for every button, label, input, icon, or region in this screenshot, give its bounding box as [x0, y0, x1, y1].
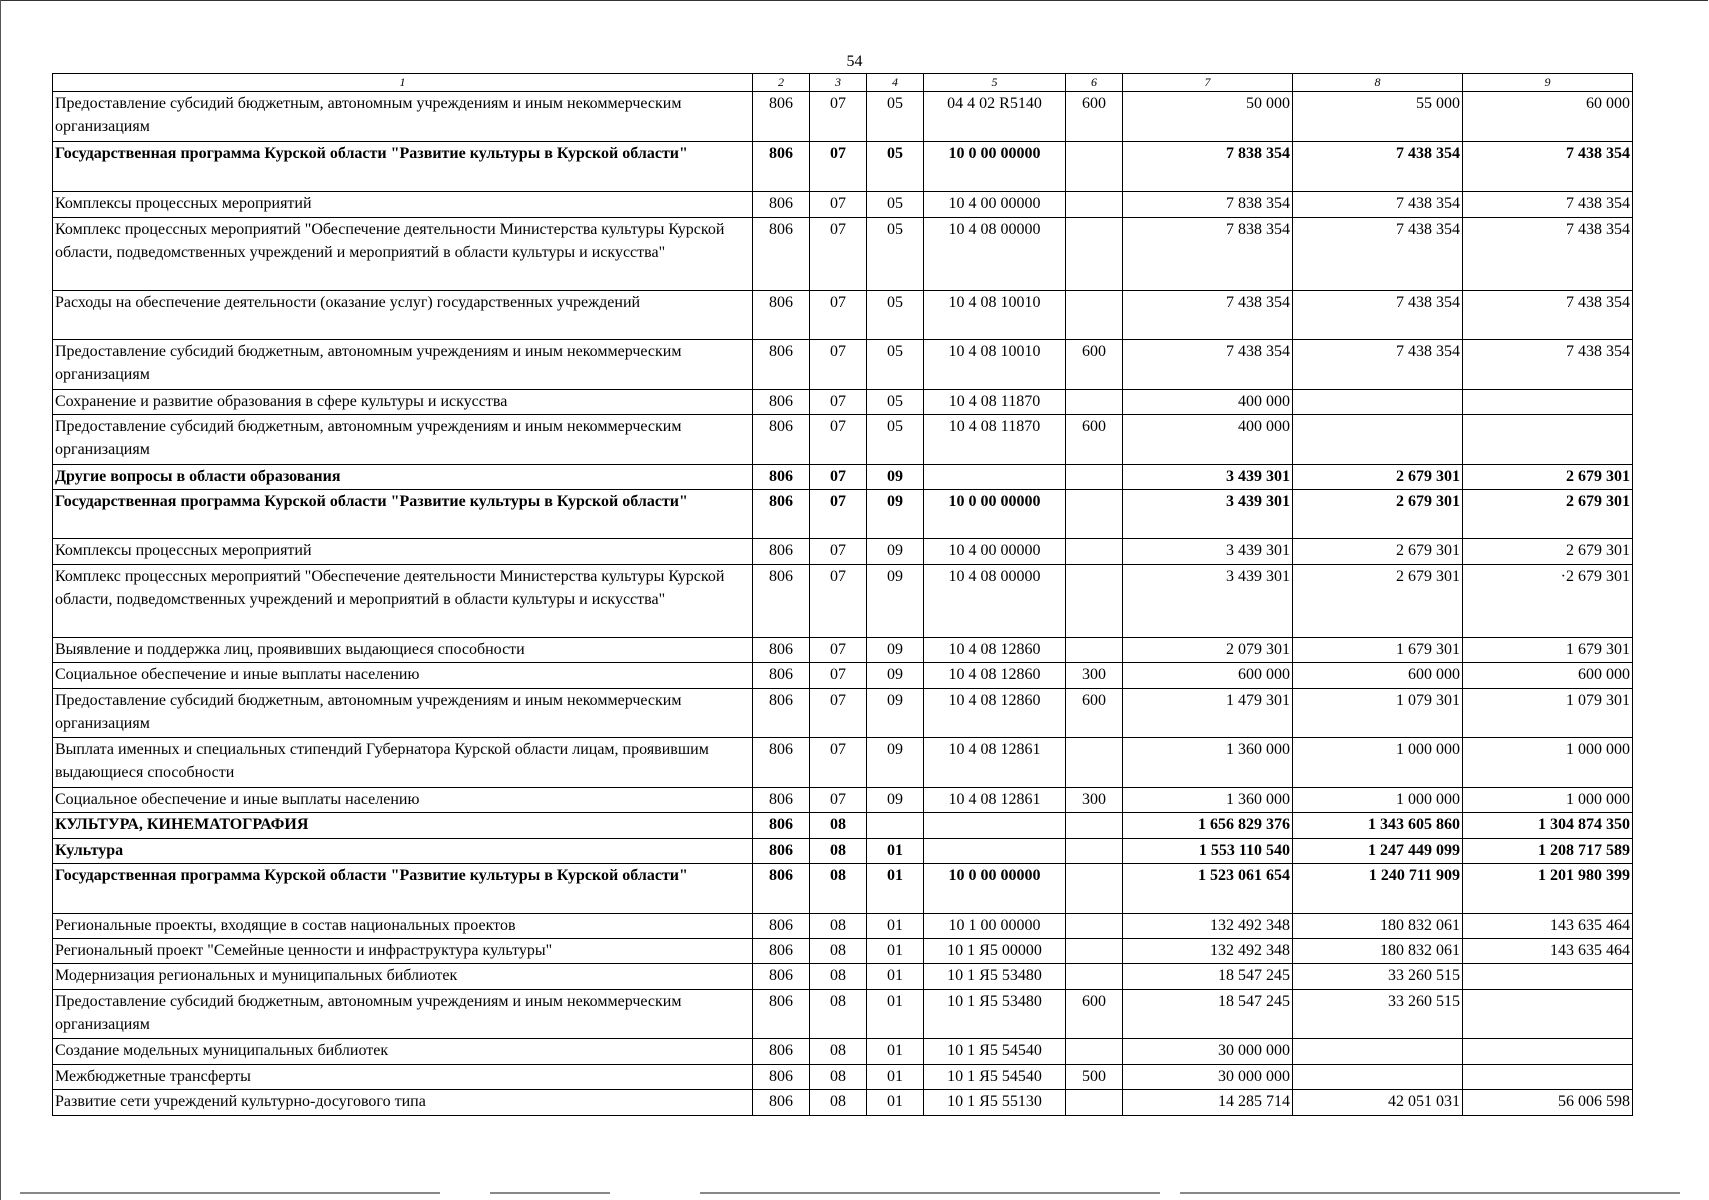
cell-amount-year1: 18 547 245 [1123, 964, 1293, 990]
cell-name: Комплекс процессных мероприятий "Обеспечение деятельности Министерства культуры Курской области, подведомственных учреждений и мероприятий в области культуры и искусства" [53, 218, 753, 291]
cell-amount-year3: 7 438 354 [1463, 291, 1633, 340]
cell-amount-year3: 7 438 354 [1463, 192, 1633, 218]
cell-amount-year3: 1 208 717 589 [1463, 839, 1633, 864]
cell-name: Региональные проекты, входящие в состав национальных проектов [53, 914, 753, 939]
cell-amount-year3 [1463, 990, 1633, 1039]
cell-code-section: 07 [810, 218, 867, 291]
cell-code-subsection: 01 [867, 990, 924, 1039]
table-row [53, 663, 1633, 689]
cell-amount-year1: 400 000 [1123, 415, 1293, 465]
cell-code-section: 07 [810, 565, 867, 638]
cell-code-ministry: 806 [753, 565, 810, 638]
cell-code-subsection: 05 [867, 291, 924, 340]
cell-code-ministry: 806 [753, 92, 810, 142]
cell-amount-year3 [1463, 1039, 1633, 1065]
cell-code-target: 10 4 08 12861 [924, 788, 1066, 813]
cell-name: Выплата именных и специальных стипендий Губернатора Курской области лицам, проявившим выдающиеся способности [53, 738, 753, 788]
cell-code-expense-type [1066, 390, 1123, 415]
cell-amount-year3: 60 000 [1463, 92, 1633, 142]
cell-code-target: 10 4 08 12860 [924, 689, 1066, 738]
cell-code-subsection: 09 [867, 539, 924, 565]
cell-code-ministry: 806 [753, 864, 810, 914]
cell-amount-year3: 600 000 [1463, 663, 1633, 689]
cell-amount-year2: 2 679 301 [1293, 539, 1463, 565]
cell-code-target: 10 4 08 12860 [924, 663, 1066, 689]
cell-amount-year2: 2 679 301 [1293, 565, 1463, 638]
cell-amount-year3: 143 635 464 [1463, 914, 1633, 939]
cell-code-ministry: 806 [753, 914, 810, 939]
cell-amount-year1: 7 438 354 [1123, 291, 1293, 340]
cell-amount-year2: 1 247 449 099 [1293, 839, 1463, 864]
cell-code-expense-type: 600 [1066, 415, 1123, 465]
header-cell: 9 [1463, 74, 1633, 92]
cell-amount-year2 [1293, 1065, 1463, 1090]
cell-code-section: 07 [810, 490, 867, 539]
cell-code-ministry: 806 [753, 465, 810, 490]
table-row [53, 218, 1633, 291]
cell-code-expense-type [1066, 192, 1123, 218]
cell-code-ministry: 806 [753, 689, 810, 738]
cell-amount-year1: 132 492 348 [1123, 939, 1293, 964]
cell-amount-year1: 1 656 829 376 [1123, 813, 1293, 839]
cell-code-expense-type [1066, 1090, 1123, 1116]
cell-amount-year1: 3 439 301 [1123, 565, 1293, 638]
header-row [53, 74, 1633, 92]
cell-code-ministry: 806 [753, 638, 810, 663]
cell-amount-year1: 132 492 348 [1123, 914, 1293, 939]
cell-code-subsection: 01 [867, 1039, 924, 1065]
cell-code-target: 10 4 00 00000 [924, 539, 1066, 565]
table-row [53, 192, 1633, 218]
cell-code-ministry: 806 [753, 218, 810, 291]
cell-amount-year3: 56 006 598 [1463, 1090, 1633, 1116]
cell-code-target: 10 4 08 12860 [924, 638, 1066, 663]
cell-code-target: 10 1 Я5 00000 [924, 939, 1066, 964]
cell-code-subsection: 09 [867, 465, 924, 490]
header-cell: 8 [1293, 74, 1463, 92]
table-row [53, 92, 1633, 142]
cell-amount-year2: 1 000 000 [1293, 738, 1463, 788]
cell-amount-year3 [1463, 390, 1633, 415]
cell-code-target: 10 1 Я5 55130 [924, 1090, 1066, 1116]
cell-amount-year3 [1463, 1065, 1633, 1090]
cell-code-expense-type [1066, 864, 1123, 914]
table-row [53, 1090, 1633, 1116]
cell-amount-year2 [1293, 415, 1463, 465]
table-row [53, 142, 1633, 192]
cell-code-section: 07 [810, 340, 867, 390]
cell-code-expense-type [1066, 218, 1123, 291]
cell-code-target: 10 4 08 11870 [924, 390, 1066, 415]
cell-code-target: 10 0 00 00000 [924, 490, 1066, 539]
cell-code-target [924, 839, 1066, 864]
cell-name: КУЛЬТУРА, КИНЕМАТОГРАФИЯ [53, 813, 753, 839]
cell-code-ministry: 806 [753, 663, 810, 689]
cell-amount-year1: 18 547 245 [1123, 990, 1293, 1039]
cell-amount-year3: 1 000 000 [1463, 738, 1633, 788]
cell-name: Социальное обеспечение и иные выплаты населению [53, 788, 753, 813]
cell-amount-year1: 7 438 354 [1123, 340, 1293, 390]
cell-amount-year2: 42 051 031 [1293, 1090, 1463, 1116]
cell-amount-year2: 1 000 000 [1293, 788, 1463, 813]
cell-code-section: 08 [810, 914, 867, 939]
cell-code-expense-type [1066, 939, 1123, 964]
cell-amount-year2: 33 260 515 [1293, 964, 1463, 990]
cell-amount-year2: 1 240 711 909 [1293, 864, 1463, 914]
cell-code-target: 10 1 Я5 54540 [924, 1039, 1066, 1065]
cell-code-section: 08 [810, 964, 867, 990]
cell-amount-year2: 7 438 354 [1293, 192, 1463, 218]
cell-code-subsection: 05 [867, 415, 924, 465]
cell-name: Региональный проект "Семейные ценности и инфраструктура культуры" [53, 939, 753, 964]
cell-code-subsection: 01 [867, 939, 924, 964]
table-row [53, 638, 1633, 663]
cell-amount-year2: 7 438 354 [1293, 291, 1463, 340]
cell-amount-year3: 1 304 874 350 [1463, 813, 1633, 839]
cell-code-subsection: 09 [867, 638, 924, 663]
cell-amount-year3: 2 679 301 [1463, 490, 1633, 539]
cell-code-expense-type: 600 [1066, 689, 1123, 738]
cell-code-expense-type [1066, 142, 1123, 192]
cell-name: Комплексы процессных мероприятий [53, 539, 753, 565]
cell-name: Государственная программа Курской области "Развитие культуры в Курской области" [53, 490, 753, 539]
cell-code-target: 10 0 00 00000 [924, 142, 1066, 192]
table-row [53, 914, 1633, 939]
cell-amount-year1: 3 439 301 [1123, 539, 1293, 565]
table-row [53, 490, 1633, 539]
cell-code-target: 10 4 08 10010 [924, 340, 1066, 390]
table-row [53, 291, 1633, 340]
cell-code-ministry: 806 [753, 415, 810, 465]
cell-amount-year2: 55 000 [1293, 92, 1463, 142]
cell-code-expense-type: 300 [1066, 788, 1123, 813]
cell-amount-year3: 2 679 301 [1463, 465, 1633, 490]
cell-code-subsection: 09 [867, 788, 924, 813]
cell-code-expense-type [1066, 738, 1123, 788]
cell-code-subsection: 05 [867, 218, 924, 291]
cell-name: Государственная программа Курской области "Развитие культуры в Курской области" [53, 142, 753, 192]
cell-code-target: 10 4 08 00000 [924, 565, 1066, 638]
table-row [53, 689, 1633, 738]
table-row [53, 939, 1633, 964]
cell-code-target: 10 1 Я5 53480 [924, 990, 1066, 1039]
header-cell: 3 [810, 74, 867, 92]
table-row [53, 1039, 1633, 1065]
cell-code-section: 07 [810, 539, 867, 565]
cell-code-section: 08 [810, 1090, 867, 1116]
cell-code-expense-type [1066, 638, 1123, 663]
cell-name: Предоставление субсидий бюджетным, автономным учреждениям и иным некоммерческим организациям [53, 415, 753, 465]
table-row [53, 990, 1633, 1039]
cell-amount-year1: 3 439 301 [1123, 465, 1293, 490]
cell-name: Комплекс процессных мероприятий "Обеспечение деятельности Министерства культуры Курской области, подведомственных учреждений и мероприятий в области культуры и искусства" [53, 565, 753, 638]
cell-code-expense-type [1066, 490, 1123, 539]
cell-amount-year1: 1 523 061 654 [1123, 864, 1293, 914]
cell-code-subsection: 09 [867, 565, 924, 638]
cell-amount-year2: 7 438 354 [1293, 340, 1463, 390]
cell-code-subsection: 09 [867, 663, 924, 689]
cell-code-expense-type [1066, 813, 1123, 839]
cell-code-expense-type [1066, 291, 1123, 340]
cell-code-subsection: 01 [867, 964, 924, 990]
cell-amount-year3: 7 438 354 [1463, 142, 1633, 192]
cell-code-target: 10 4 08 10010 [924, 291, 1066, 340]
cell-amount-year3: 7 438 354 [1463, 218, 1633, 291]
cell-amount-year1: 1 553 110 540 [1123, 839, 1293, 864]
cell-name: Социальное обеспечение и иные выплаты населению [53, 663, 753, 689]
cell-code-subsection [867, 813, 924, 839]
cell-code-ministry: 806 [753, 1039, 810, 1065]
cell-code-section: 07 [810, 689, 867, 738]
table-row [53, 1065, 1633, 1090]
cell-code-subsection: 05 [867, 390, 924, 415]
cell-code-ministry: 806 [753, 490, 810, 539]
cell-code-section: 07 [810, 390, 867, 415]
cell-amount-year3: 1 079 301 [1463, 689, 1633, 738]
cell-code-ministry: 806 [753, 142, 810, 192]
cell-code-subsection: 01 [867, 1065, 924, 1090]
cell-name: Модернизация региональных и муниципальных библиотек [53, 964, 753, 990]
cell-code-subsection: 05 [867, 192, 924, 218]
cell-amount-year3 [1463, 964, 1633, 990]
cell-code-ministry: 806 [753, 192, 810, 218]
cell-code-subsection: 09 [867, 689, 924, 738]
cell-code-ministry: 806 [753, 813, 810, 839]
cell-name: Комплексы процессных мероприятий [53, 192, 753, 218]
header-cell: 2 [753, 74, 810, 92]
cell-amount-year1: 7 838 354 [1123, 218, 1293, 291]
cell-code-subsection: 01 [867, 839, 924, 864]
cell-code-ministry: 806 [753, 990, 810, 1039]
cell-name: Предоставление субсидий бюджетным, автономным учреждениям и иным некоммерческим организациям [53, 340, 753, 390]
cell-amount-year2: 1 679 301 [1293, 638, 1463, 663]
cell-code-expense-type [1066, 1039, 1123, 1065]
cell-amount-year3: 1 000 000 [1463, 788, 1633, 813]
scan-edge-left [0, 0, 1, 1200]
cell-amount-year1: 1 360 000 [1123, 738, 1293, 788]
cell-code-expense-type [1066, 565, 1123, 638]
cell-code-section: 07 [810, 142, 867, 192]
table-row [53, 465, 1633, 490]
cell-amount-year3: 1 201 980 399 [1463, 864, 1633, 914]
cell-amount-year2: 2 679 301 [1293, 465, 1463, 490]
cell-code-section: 07 [810, 638, 867, 663]
cell-code-subsection: 01 [867, 1090, 924, 1116]
cell-code-section: 08 [810, 839, 867, 864]
cell-code-target: 10 4 00 00000 [924, 192, 1066, 218]
budget-table [52, 73, 1633, 1116]
cell-code-ministry: 806 [753, 738, 810, 788]
cell-code-subsection: 05 [867, 340, 924, 390]
cell-code-section: 07 [810, 663, 867, 689]
cell-code-section: 07 [810, 291, 867, 340]
cell-name: Развитие сети учреждений культурно-досугового типа [53, 1090, 753, 1116]
cell-code-section: 07 [810, 738, 867, 788]
table-row [53, 340, 1633, 390]
cell-code-expense-type [1066, 914, 1123, 939]
cell-code-target: 10 1 Я5 53480 [924, 964, 1066, 990]
cell-code-ministry: 806 [753, 291, 810, 340]
table-row [53, 964, 1633, 990]
cell-code-target [924, 813, 1066, 839]
cell-amount-year2: 1 079 301 [1293, 689, 1463, 738]
cell-code-target: 04 4 02 R5140 [924, 92, 1066, 142]
cell-amount-year2: 180 832 061 [1293, 914, 1463, 939]
cell-code-ministry: 806 [753, 1065, 810, 1090]
header-cell: 1 [53, 74, 753, 92]
table-row [53, 738, 1633, 788]
cell-code-section: 07 [810, 788, 867, 813]
cell-name: Межбюджетные трансферты [53, 1065, 753, 1090]
cell-code-ministry: 806 [753, 539, 810, 565]
cell-code-expense-type: 600 [1066, 340, 1123, 390]
cell-code-target: 10 4 08 11870 [924, 415, 1066, 465]
cell-code-subsection: 01 [867, 864, 924, 914]
scan-edge-top [0, 0, 1708, 1]
table-row [53, 864, 1633, 914]
cell-code-expense-type [1066, 465, 1123, 490]
cell-amount-year3: 7 438 354 [1463, 340, 1633, 390]
cell-code-section: 07 [810, 192, 867, 218]
cell-name: Расходы на обеспечение деятельности (оказание услуг) государственных учреждений [53, 291, 753, 340]
cell-code-ministry: 806 [753, 340, 810, 390]
cell-amount-year2: 180 832 061 [1293, 939, 1463, 964]
cell-code-target: 10 1 Я5 54540 [924, 1065, 1066, 1090]
cell-amount-year2: 7 438 354 [1293, 218, 1463, 291]
cell-code-ministry: 806 [753, 939, 810, 964]
cell-code-section: 07 [810, 465, 867, 490]
cell-amount-year3 [1463, 415, 1633, 465]
cell-code-subsection: 01 [867, 914, 924, 939]
cell-code-section: 07 [810, 92, 867, 142]
cell-name: Предоставление субсидий бюджетным, автономным учреждениям и иным некоммерческим организациям [53, 689, 753, 738]
cell-amount-year1: 1 479 301 [1123, 689, 1293, 738]
header-cell: 5 [924, 74, 1066, 92]
table-row [53, 539, 1633, 565]
cell-code-expense-type [1066, 839, 1123, 864]
cell-amount-year3: 143 635 464 [1463, 939, 1633, 964]
cell-code-subsection: 09 [867, 738, 924, 788]
cell-code-section: 08 [810, 990, 867, 1039]
cell-amount-year1: 400 000 [1123, 390, 1293, 415]
cell-name: Создание модельных муниципальных библиотек [53, 1039, 753, 1065]
cell-amount-year1: 7 838 354 [1123, 142, 1293, 192]
cell-amount-year1: 14 285 714 [1123, 1090, 1293, 1116]
cell-amount-year3: ·2 679 301 [1463, 565, 1633, 638]
page-number: 54 [846, 53, 863, 70]
cell-code-expense-type: 300 [1066, 663, 1123, 689]
cell-amount-year3: 2 679 301 [1463, 539, 1633, 565]
cell-name: Культура [53, 839, 753, 864]
cell-code-ministry: 806 [753, 1090, 810, 1116]
cell-code-target: 10 0 00 00000 [924, 864, 1066, 914]
cell-code-expense-type: 500 [1066, 1065, 1123, 1090]
cell-amount-year2: 33 260 515 [1293, 990, 1463, 1039]
cell-code-subsection: 05 [867, 142, 924, 192]
table-row [53, 839, 1633, 864]
cell-amount-year2: 600 000 [1293, 663, 1463, 689]
cell-name: Государственная программа Курской области "Развитие культуры в Курской области" [53, 864, 753, 914]
table-row [53, 390, 1633, 415]
cell-amount-year2: 1 343 605 860 [1293, 813, 1463, 839]
cell-amount-year1: 2 079 301 [1123, 638, 1293, 663]
cell-code-section: 08 [810, 1039, 867, 1065]
cell-code-ministry: 806 [753, 964, 810, 990]
cell-code-expense-type: 600 [1066, 990, 1123, 1039]
cell-name: Другие вопросы в области образования [53, 465, 753, 490]
cell-code-ministry: 806 [753, 390, 810, 415]
cell-code-target: 10 4 08 00000 [924, 218, 1066, 291]
cell-name: Предоставление субсидий бюджетным, автономным учреждениям и иным некоммерческим организациям [53, 990, 753, 1039]
cell-amount-year1: 3 439 301 [1123, 490, 1293, 539]
cell-amount-year1: 30 000 000 [1123, 1065, 1293, 1090]
cell-code-expense-type [1066, 964, 1123, 990]
table-row [53, 415, 1633, 465]
cell-code-ministry: 806 [753, 788, 810, 813]
table-row [53, 565, 1633, 638]
cell-amount-year2 [1293, 390, 1463, 415]
cell-code-section: 07 [810, 415, 867, 465]
cell-name: Сохранение и развитие образования в сфере культуры и искусства [53, 390, 753, 415]
cell-code-subsection: 05 [867, 92, 924, 142]
cell-amount-year2 [1293, 1039, 1463, 1065]
cell-code-subsection: 09 [867, 490, 924, 539]
cell-amount-year1: 50 000 [1123, 92, 1293, 142]
cell-amount-year1: 1 360 000 [1123, 788, 1293, 813]
cell-code-ministry: 806 [753, 839, 810, 864]
cell-amount-year3: 1 679 301 [1463, 638, 1633, 663]
header-cell: 4 [867, 74, 924, 92]
header-cell: 7 [1123, 74, 1293, 92]
cell-amount-year1: 30 000 000 [1123, 1039, 1293, 1065]
cell-code-expense-type [1066, 539, 1123, 565]
scan-edge-bottom [0, 1192, 1709, 1196]
cell-code-section: 08 [810, 939, 867, 964]
cell-code-target [924, 465, 1066, 490]
cell-code-section: 08 [810, 864, 867, 914]
cell-code-target: 10 1 00 00000 [924, 914, 1066, 939]
table-row [53, 788, 1633, 813]
cell-amount-year2: 2 679 301 [1293, 490, 1463, 539]
table-row [53, 813, 1633, 839]
cell-code-target: 10 4 08 12861 [924, 738, 1066, 788]
cell-name: Предоставление субсидий бюджетным, автономным учреждениям и иным некоммерческим организациям [53, 92, 753, 142]
cell-code-expense-type: 600 [1066, 92, 1123, 142]
cell-amount-year2: 7 438 354 [1293, 142, 1463, 192]
cell-code-section: 08 [810, 1065, 867, 1090]
cell-code-section: 08 [810, 813, 867, 839]
header-cell: 6 [1066, 74, 1123, 92]
cell-amount-year1: 600 000 [1123, 663, 1293, 689]
cell-name: Выявление и поддержка лиц, проявивших выдающиеся способности [53, 638, 753, 663]
cell-amount-year1: 7 838 354 [1123, 192, 1293, 218]
